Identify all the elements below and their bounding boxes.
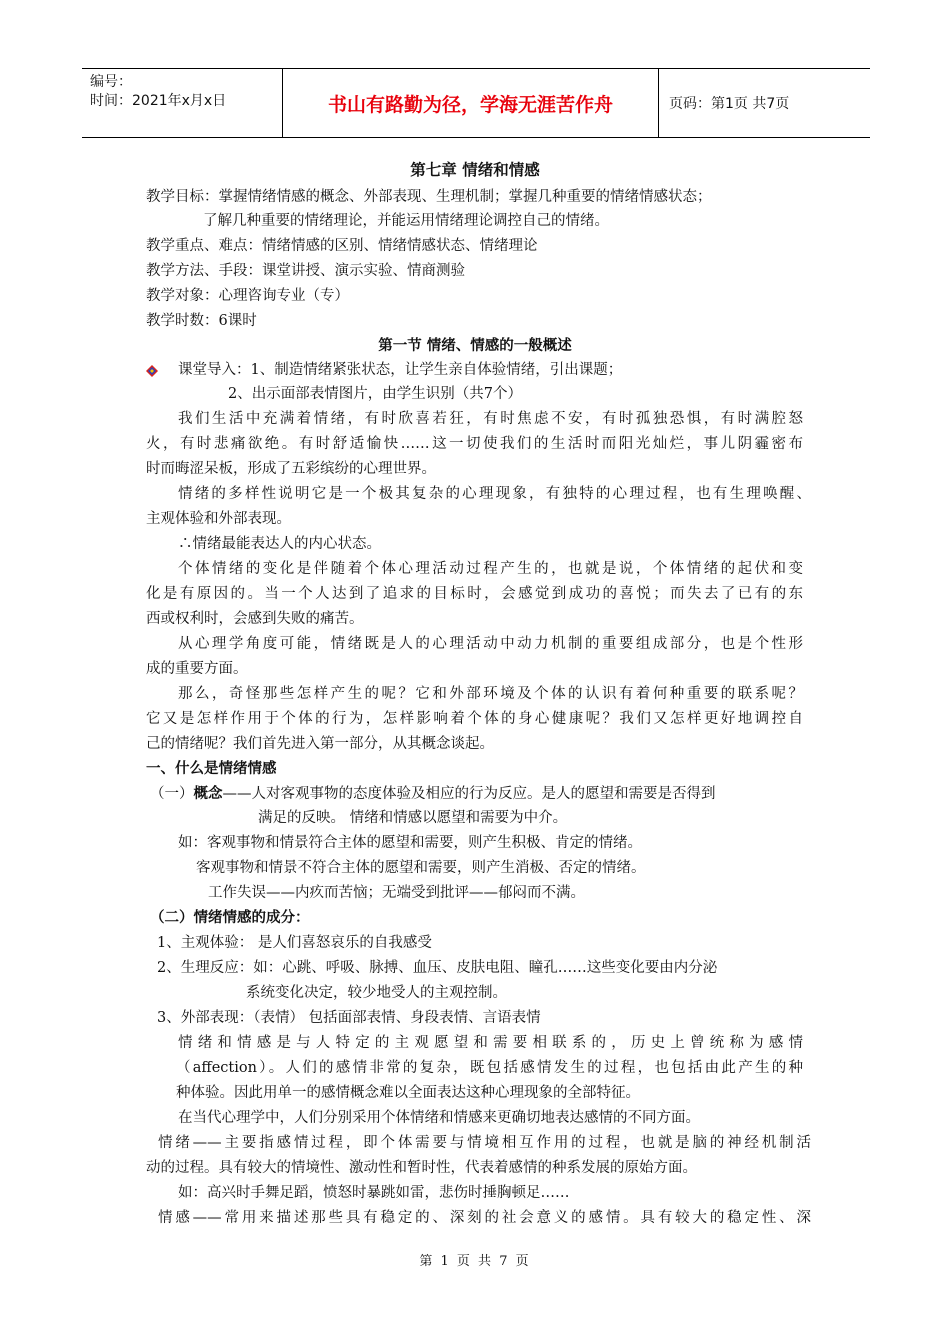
paragraph-line: 那么，奇怪那些怎样产生的呢？它和外部环境及个体的认识有着何种重要的联系呢？ <box>178 686 803 702</box>
paragraph-line: 它又是怎样作用于个体的行为，怎样影响着个体的身心健康呢？我们又怎样更好地调控自 <box>146 711 803 727</box>
paragraph-line: 如：高兴时手舞足蹈，愤怒时暴跳如雷，悲伤时捶胸顿足…… <box>178 1185 570 1201</box>
paragraph-line: 情感——常用来描述那些具有稳定的、深刻的社会意义的感情。具有较大的稳定性、深 <box>158 1210 811 1226</box>
paragraph-line: 动的过程。具有较大的情境性、激动性和暂时性，代表着感情的种系发展的原始方面。 <box>146 1160 697 1176</box>
chapter-title: 第七章 情绪和情感 <box>410 160 540 179</box>
paragraph-line: 在当代心理学中，人们分别采用个体情绪和情感来更确切地表达感情的不同方面。 <box>178 1110 700 1126</box>
paragraph-line: 西或权利时，会感到失败的痛苦。 <box>146 611 364 627</box>
paragraph-line: 情绪和情感是与人特定的主观愿望和需要相联系的，历史上曾统称为感情 <box>178 1035 803 1051</box>
heading-components: （二）情绪情感的成分： <box>150 909 310 926</box>
paragraph-line: 从心理学角度可能，情绪既是人的心理活动中动力机制的重要组成部分，也是个性形 <box>178 636 803 652</box>
paragraph-line: 主观体验和外部表现。 <box>146 511 291 527</box>
paragraph-line: 个体情绪的变化是伴随着个体心理活动过程产生的，也就是说，个体情绪的起伏和变 <box>178 561 803 577</box>
paragraph-line: 我们生活中充满着情绪，有时欣喜若狂，有时焦虑不安，有时孤独恐惧，有时满腔怒 <box>178 411 803 427</box>
concept-line-1: （一）概念——人对客观事物的态度体验及相应的行为反应。是人的愿望和需要是否得到 <box>150 785 716 802</box>
paragraph-line: 己的情绪呢？我们首先进入第一部分，从其概念谈起。 <box>146 736 494 752</box>
intro-line-1: 课堂导入：1、制造情绪紧张状态，让学生亲自体验情绪，引出课题； <box>178 362 623 378</box>
meta-focus: 教学重点、难点：情绪情感的区别、情绪情感状态、情绪理论 <box>146 238 538 254</box>
example-line: 客观事物和情景不符合主体的愿望和需要，则产生消极、否定的情绪。 <box>196 860 646 876</box>
header-page-info: 页码：第1页 共7页 <box>669 96 790 112</box>
page-footer: 第 1 页 共 7 页 <box>419 1254 531 1269</box>
date-label: 时间：2021年x月x日 <box>90 93 227 109</box>
meta-goal-2: 了解几种重要的情绪理论，并能运用情绪理论调控自己的情绪。 <box>203 213 609 229</box>
paragraph-line: （affection）。人们的感情非常的复杂，既包括感情发生的过程，也包括由此产生的种 <box>176 1060 803 1076</box>
paragraph-line: 种体验。因此用单一的感情概念难以全面表达这种心理现象的全部特征。 <box>176 1085 640 1101</box>
component-line: 系统变化决定，较少地受人的主观控制。 <box>246 985 507 1001</box>
component-line: 3、外部表现：（表情） 包括面部表情、身段表情、言语表情 <box>157 1010 541 1026</box>
meta-method: 教学方法、手段：课堂讲授、演示实验、情商测验 <box>146 263 465 279</box>
heading-what-is-emotion: 一、什么是情绪情感 <box>146 760 277 777</box>
paragraph-line: 火，有时悲痛欲绝。有时舒适愉快……这一切使我们的生活时而阳光灿烂，事儿阴霾密布 <box>146 436 803 452</box>
concept-line-2: 满足的反映。 情绪和情感以愿望和需要为中介。 <box>258 810 568 826</box>
section-title: 第一节 情绪、情感的一般概述 <box>378 337 572 354</box>
paragraph-line: ∴情绪最能表达人的内心状态。 <box>178 536 381 552</box>
intro-line-2: 2、出示面部表情图片，由学生识别（共7个） <box>228 386 522 402</box>
paragraph-line: 时而晦涩呆板，形成了五彩缤纷的心理世界。 <box>146 461 436 477</box>
meta-target: 教学对象：心理咨询专业（专） <box>146 288 349 304</box>
example-line: 工作失误——内疚而苦恼；无端受到批评——郁闷而不满。 <box>208 885 585 901</box>
paragraph-line: 成的重要方面。 <box>146 661 248 677</box>
concept-term: 概念 <box>193 785 223 802</box>
component-line: 1、主观体验： 是人们喜怒哀乐的自我感受 <box>157 935 432 951</box>
meta-goal-1: 教学目标：掌握情绪情感的概念、外部表现、生理机制；掌握几种重要的情绪情感状态； <box>146 189 712 205</box>
paragraph-line: 情绪的多样性说明它是一个极其复杂的心理现象，有独特的心理过程，也有生理唤醒、 <box>178 486 811 502</box>
code-label: 编号： <box>90 74 132 90</box>
meta-hours: 教学时数：6课时 <box>146 313 257 329</box>
paragraph-line: 化是有原因的。当一个人达到了追求的目标时，会感觉到成功的喜悦；而失去了已有的东 <box>146 586 803 602</box>
component-line: 2、生理反应：如：心跳、呼吸、脉搏、血压、皮肤电阻、瞳孔……这些变化要由内分泌 <box>157 960 718 976</box>
example-line: 如：客观事物和情景符合主体的愿望和需要，则产生积极、肯定的情绪。 <box>178 835 642 851</box>
diamond-bullet-icon <box>146 365 158 377</box>
page-header <box>82 68 870 138</box>
header-meta <box>82 69 282 137</box>
paragraph-line: 情绪——主要指感情过程，即个体需要与情境相互作用的过程，也就是脑的神经机制活 <box>158 1135 811 1151</box>
header-motto: 书山有路勤为径，学海无涯苦作舟 <box>282 69 659 137</box>
